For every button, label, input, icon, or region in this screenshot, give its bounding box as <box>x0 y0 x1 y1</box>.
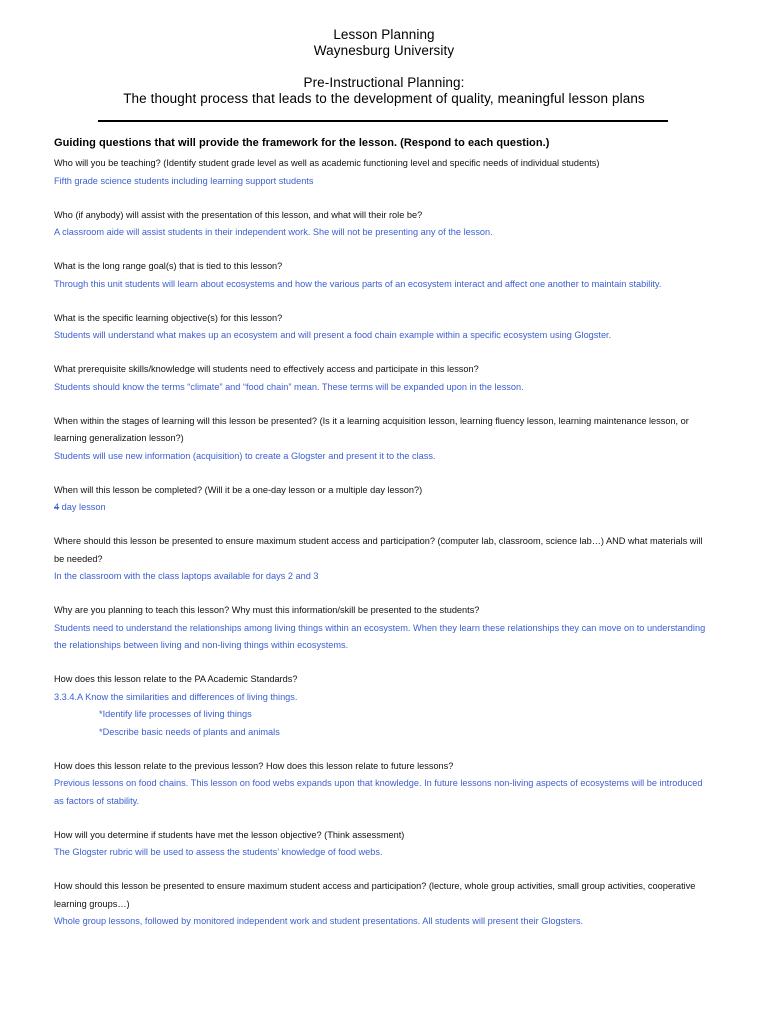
question-text: How does this lesson relate to the PA Academic Standards? <box>54 674 298 684</box>
question-block <box>54 671 714 741</box>
question-text: Who (if anybody) will assist with the presentation of this lesson, and what will their role be? <box>54 209 423 220</box>
answer-text: Previous lessons on food chains. This lesson on food webs expands upon that knowledge. In future lessons non-living aspects of ecosystems will be introduced as factors of stability. <box>54 778 703 806</box>
question-block <box>54 207 714 242</box>
answer-text: Students need to understand the relationships among living things within an ecosystem. When they learn these relationships they can move on to understanding the relationships between living and non-living things within ecosystems. <box>54 622 706 650</box>
question-block <box>54 310 714 345</box>
document-tagline: The thought process that leads to the development of quality, meaningful lesson plans <box>123 91 645 106</box>
question-text: What is the specific learning objective(s) for this lesson? <box>54 312 283 323</box>
answer-text: 3.3.4.A Know the similarities and differences of living things. <box>54 691 298 702</box>
question-text: What is the long range goal(s) that is tied to this lesson? <box>54 261 283 271</box>
answer-text: Fifth grade science students including learning support students <box>54 175 314 186</box>
document-subtitle: Pre-Instructional Planning: <box>303 75 465 90</box>
question-text: Who will you be teaching? (Identify student grade level as well as academic functioning level and specific needs of individual students) <box>54 158 600 168</box>
questions-section <box>54 136 714 947</box>
question-text: Why are you planning to teach this lesson? Why must this information/skill be presented to the students? <box>54 605 480 615</box>
question-text: How does this lesson relate to the previous lesson? How does this lesson relate to future lessons? <box>54 760 454 771</box>
struck-text: 4 <box>54 502 60 512</box>
question-text: What prerequisite skills/knowledge will students need to effectively access and participate in this lesson? <box>54 364 479 374</box>
question-block <box>54 827 714 862</box>
question-block <box>54 533 714 586</box>
answer-subpoint: *Describe basic needs of plants and animals <box>99 726 280 737</box>
answer-subpoint: *Identify life processes of living things <box>99 709 252 719</box>
question-block <box>54 758 714 811</box>
question-block <box>54 155 714 190</box>
answer-text: Students will use new information (acquisition) to create a Glogster and present it to the class. <box>54 450 436 461</box>
institution-name: Waynesburg University <box>313 43 455 58</box>
header-divider <box>98 120 668 122</box>
question-text: When will this lesson be completed? (Will it be a one-day lesson or a multiple day lesson?) <box>54 484 423 495</box>
question-text: Where should this lesson be presented to ensure maximum student access and participation? (computer lab, classroom, science lab…) AND what materials will be needed? <box>54 536 703 564</box>
answer-text: Whole group lessons, followed by monitored independent work and student presentations. All students will present their Glogsters. <box>54 916 584 926</box>
document-header <box>0 27 768 107</box>
answer-text: A classroom aide will assist students in their independent work. She will not be presenting any of the lesson. <box>54 227 493 237</box>
answer-text: Students will understand what makes up an ecosystem and will present a food chain example within a specific ecosystem using Glogster. <box>54 330 612 340</box>
question-text: When within the stages of learning will this lesson be presented? (Is it a learning acquisition lesson, learning fluency lesson, learning maintenance lesson, or learning generalization lesson?) <box>54 415 689 443</box>
answer-text <box>54 499 714 517</box>
question-block <box>54 413 714 466</box>
question-block <box>54 361 714 396</box>
answer-text: The Glogster rubric will be used to assess the students’ knowledge of food webs. <box>54 847 383 857</box>
question-text: How should this lesson be presented to ensure maximum student access and participation? (lecture, whole group activities, small group activities, cooperative learning groups…) <box>54 881 696 909</box>
question-block <box>54 482 714 517</box>
answer-text: In the classroom with the class laptops available for days 2 and 3 <box>54 571 319 581</box>
question-block <box>54 602 714 655</box>
document-title: Lesson Planning <box>333 27 435 42</box>
answer-text: Students should know the terms “climate” and “food chain” mean. These terms will be expanded upon in the lesson. <box>54 381 524 392</box>
question-text: How will you determine if students have met the lesson objective? (Think assessment) <box>54 829 405 840</box>
intro-instructions: Guiding questions that will provide the framework for the lesson. (Respond to each question.) <box>54 137 550 149</box>
question-block <box>54 258 714 293</box>
answer-text: Through this unit students will learn about ecosystems and how the various parts of an ecosystem interact and affect one another to maintain stability. <box>54 278 662 289</box>
question-block <box>54 878 714 931</box>
answer-text-rest: day lesson <box>59 502 106 512</box>
